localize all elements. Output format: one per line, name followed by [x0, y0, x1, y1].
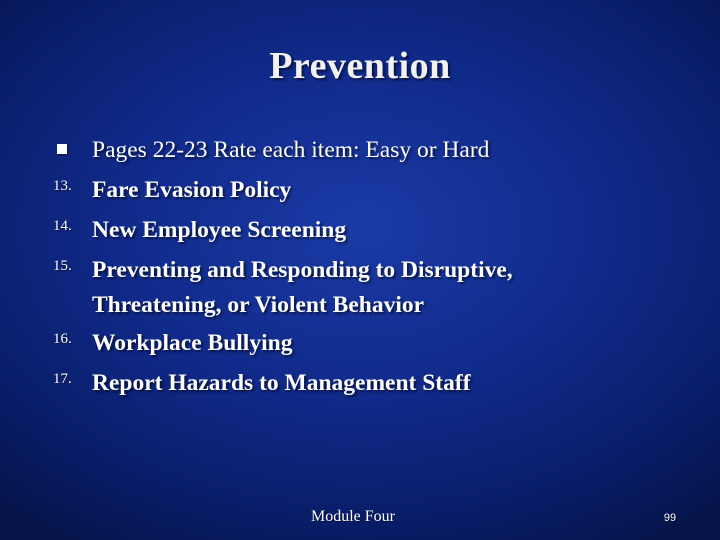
list-number: 13. [53, 178, 72, 194]
list-item-text: New Employee Screening [92, 217, 347, 243]
list-item-continuation [0, 285, 720, 325]
list-item [0, 210, 720, 250]
list-number: 16. [53, 331, 72, 347]
list-item-text-continuation: Threatening, or Violent Behavior [92, 292, 425, 318]
list-item [0, 170, 720, 210]
page-number: 99 [663, 512, 677, 524]
slide-title: Prevention [269, 45, 451, 87]
list-item-text: Fare Evasion Policy [92, 177, 292, 203]
list-item [0, 363, 720, 403]
list-item [0, 323, 720, 363]
list-number: 14. [53, 218, 72, 234]
list-number: 17. [53, 371, 72, 387]
footer-module-label: Module Four [311, 508, 395, 525]
list-item-text: Workplace Bullying [92, 330, 293, 356]
list-item-intro [0, 130, 720, 170]
list-item-text: Report Hazards to Management Staff [92, 370, 471, 396]
square-bullet-icon [57, 144, 67, 154]
intro-text: Pages 22-23 Rate each item: Easy or Hard [92, 137, 490, 163]
list-number: 15. [53, 258, 72, 274]
list-item-text: Preventing and Responding to Disruptive, [92, 257, 513, 283]
list-item [0, 250, 720, 290]
